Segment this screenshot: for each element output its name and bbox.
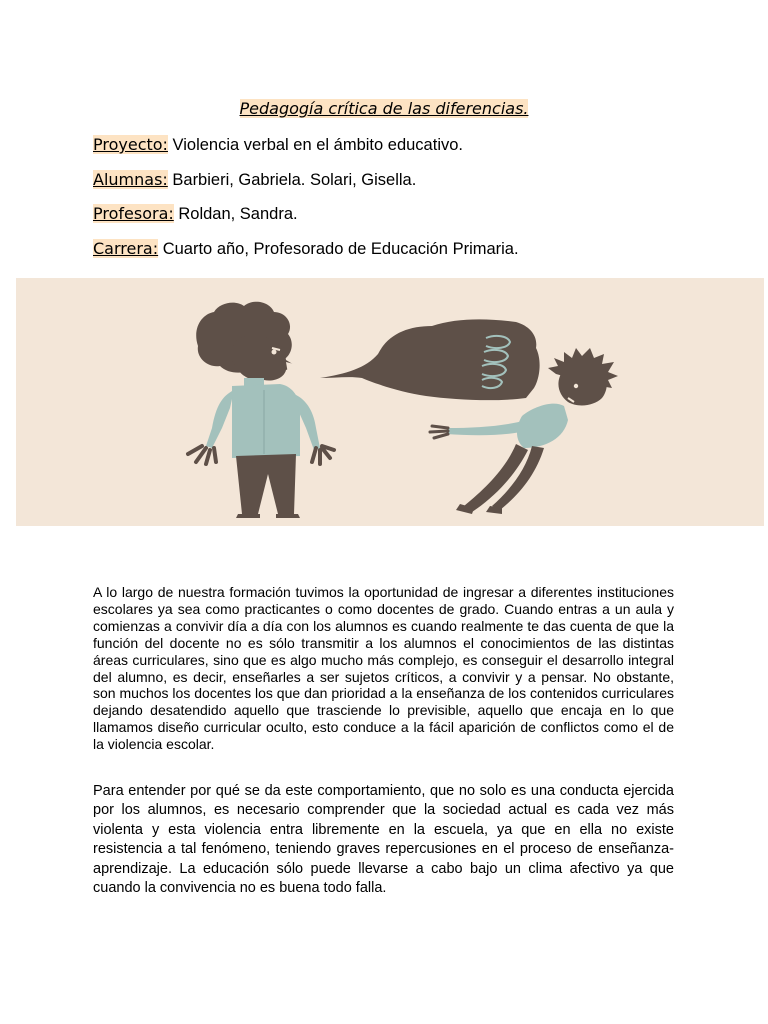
meta-label-teacher: Profesora: <box>93 204 174 223</box>
body-paragraph-2: Para entender por qué se da este comportamiento, que no solo es una conducta ejercida por los alumnos, es necesario comprender que la sociedad actual es cada vez más violenta y esta violencia entra libremente en la escuela, ya que en ella no existe resistencia a tal fenómeno, teniendo graves repercusiones en el proceso de enseñanza- aprendizaje. La educación sólo puede llevarse a cabo bajo un clima afectivo ya que cuando la convivencia no es buena todo falla. <box>93 783 674 897</box>
meta-career <box>93 239 519 259</box>
illustration-svg <box>16 278 764 526</box>
meta-label-career: Carrera: <box>93 239 159 258</box>
meta-project <box>93 135 463 155</box>
fist-speech-bubble <box>320 319 540 400</box>
meta-value-students: Barbieri, Gabriela. Solari, Gisella. <box>167 171 417 189</box>
meta-value-project: Violencia verbal en el ámbito educativo. <box>167 136 463 154</box>
meta-students <box>93 170 416 190</box>
adult-figure <box>188 302 334 518</box>
title-text: Pedagogía crítica de las diferencias. <box>239 99 529 118</box>
meta-value-teacher: Roldan, Sandra. <box>173 205 298 223</box>
verbal-violence-illustration <box>16 278 764 526</box>
meta-label-students: Alumnas: <box>93 170 168 189</box>
body-paragraph-1: A lo largo de nuestra formación tuvimos la oportunidad de ingresar a diferentes instituciones escolares ya sea como practicantes o como docentes de grado. Cuando entras a un aula y comienzas a convivir día a día con los alumnos es cuando realmente te das cuenta de que la función del docente no es sólo transmitir a los alumnos el conocimientos de las distintas áreas curriculares, sino que es algo mucho más complejo, es conseguir el desarrollo integral del alumno, es decir, enseñarles a ser sujetos críticos, a convivir y a pensar. No obstante, son muchos los docentes los que dan prioridad a la enseñanza de los contenidos curriculares dejando desatendido aquello que trasciende lo previsible, aquello que encaja en lo que llamamos diseño curricular oculto, esto conduce a la fácil aparición de conflictos como el de la violencia escolar. <box>93 584 674 753</box>
document-title <box>0 99 768 118</box>
meta-teacher <box>93 204 298 224</box>
meta-value-career: Cuarto año, Profesorado de Educación Primaria. <box>158 240 519 258</box>
meta-label-project: Proyecto: <box>93 135 168 154</box>
